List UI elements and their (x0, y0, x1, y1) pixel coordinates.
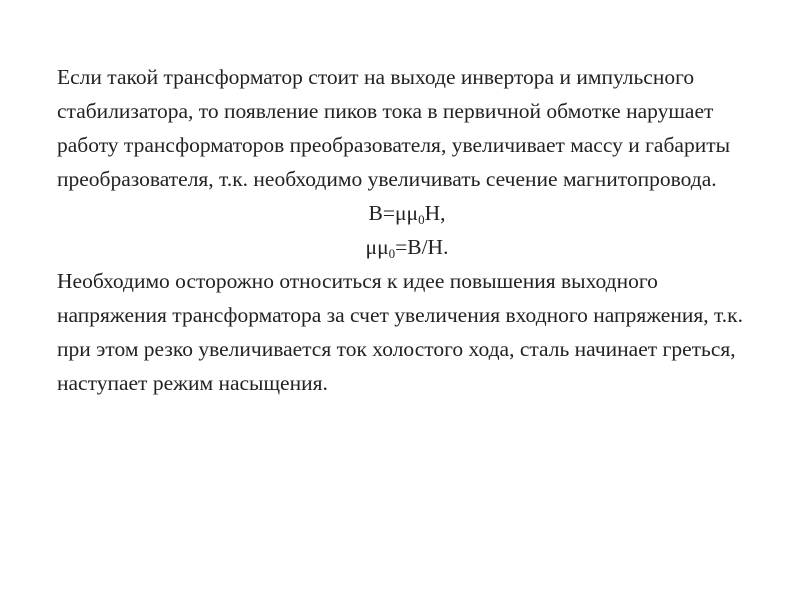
formula2-mu: μμ (365, 235, 389, 259)
formula2-subscript: 0 (388, 246, 396, 261)
formula1-subscript: 0 (418, 212, 425, 227)
formula1-left: B= (368, 201, 395, 225)
formula1-right: H, (424, 201, 446, 225)
paragraph-voltage-caution: Необходимо осторожно относиться к идее повышения выходного напряжения трансформатора за счет увеличения входного напряжения, т.к. при этом резко увеличивается ток холостого хода, сталь начинает греться, наступает режим насыщения. (57, 269, 743, 395)
formula2-right: =B/H. (395, 235, 449, 259)
formula-mu-equals (57, 230, 757, 264)
formula1-mu: μμ (395, 201, 419, 225)
formula-b-equals (57, 196, 757, 230)
slide-text (57, 60, 757, 400)
paragraph-transformer-peaks: Если такой трансформатор стоит на выходе инвертора и импульсного стабилизатора, то появление пиков тока в первичной обмотке нарушает работу трансформаторов преобразователя, увеличивает массу и габариты преобразователя, т.к. необходимо увеличивать сечение магнитопровода. (57, 65, 731, 191)
